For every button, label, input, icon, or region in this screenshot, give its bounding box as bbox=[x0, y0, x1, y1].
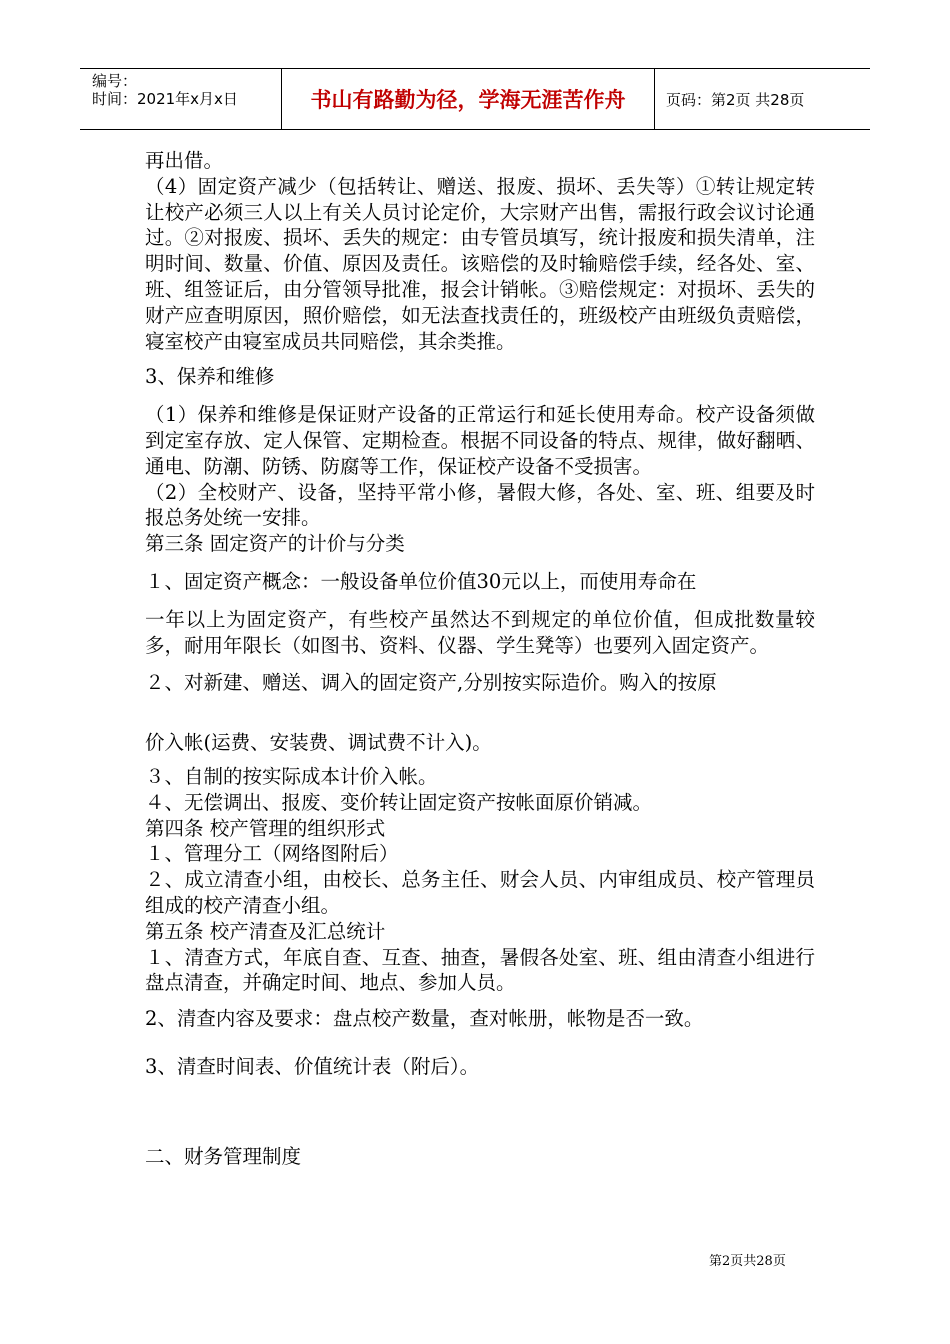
paragraph: （1）保养和维修是保证财产设备的正常运行和延长使用寿命。校产设备须做到定室存放、定人保管、定期检查。根据不同设备的特点、规律，做好翻晒、通电、防潮、防锈、防腐等工作，保证校产设备不受损害。 bbox=[145, 403, 815, 478]
paragraph: １、清查方式，年底自查、互查、抽查，暑假各处室、班、组由清查小组进行盘点清查，并确定时间、地点、参加人员。 bbox=[145, 945, 815, 995]
article-heading: 第五条 校产清查及汇总统计 bbox=[145, 919, 386, 943]
paragraph: 价入帐(运费、安装费、调试费不计入)。 bbox=[145, 731, 492, 755]
section-heading: 二、财务管理制度 bbox=[145, 1144, 302, 1168]
paragraph: （4）固定资产减少（包括转让、赠送、报废、损坏、丢失等）①转让规定转让校产必须三人以上有关人员讨论定价，大宗财产出售，需报行政会议讨论通过。②对报废、损坏、丢失的规定：由专管员填写，统计报废和损失清单，注明时间、数量、价值、原因及责任。该赔偿的及时输赔偿手续，经各处、室、班、组签证后，由分管领导批准，报会计销帐。③赔偿规定：对损坏、丢失的财产应查明原因，照价赔偿，如无法查找责任的，班级校产由班级负责赔偿，寝室校产由寝室成员共同赔偿，其余类推。 bbox=[145, 174, 815, 353]
paragraph: 3、清查时间表、价值统计表（附后）。 bbox=[145, 1054, 480, 1078]
paragraph: ２、成立清查小组，由校长、总务主任、财会人员、内审组成员、校产管理员组成的校产清查小组。 bbox=[145, 868, 815, 917]
article-heading: 第三条 固定资产的计价与分类 bbox=[145, 532, 405, 556]
document-number-label: 编号： bbox=[92, 72, 138, 90]
header-bottom-rule bbox=[80, 129, 870, 130]
paragraph: １、管理分工（网络图附后） bbox=[145, 842, 399, 866]
paragraph: ２、对新建、赠送、调入的固定资产,分别按实际造价。购入的按原 bbox=[145, 671, 717, 695]
header-top-rule bbox=[80, 68, 870, 69]
paragraph: ３、自制的按实际成本计价入帐。 bbox=[145, 764, 438, 788]
paragraph: １、固定资产概念：一般设备单位价值30元以上，而使用寿命在 bbox=[145, 569, 697, 593]
paragraph: （2）全校财产、设备，坚持平常小修，暑假大修，各处、室、班、组要及时报总务处统一安排。 bbox=[145, 480, 815, 530]
header-page-label: 页码：第2页 共28页 bbox=[666, 91, 805, 109]
paragraph: 一年以上为固定资产，有些校产虽然达不到规定的单位价值，但成批数量较多，耐用年限长（如图书、资料、仪器、学生凳等）也要列入固定资产。 bbox=[145, 607, 815, 657]
document-body bbox=[145, 148, 815, 1170]
section-heading: 3、保养和维修 bbox=[145, 365, 275, 389]
paragraph: ４、无偿调出、报废、变价转让固定资产按帐面原价销减。 bbox=[145, 790, 653, 814]
paragraph: 2、清查内容及要求：盘点校产数量，查对帐册，帐物是否一致。 bbox=[145, 1007, 704, 1031]
header-motto: 书山有路勤为径，学海无涯苦作舟 bbox=[310, 88, 626, 112]
paragraph: 再出借。 bbox=[145, 149, 224, 172]
header-divider-right bbox=[654, 68, 655, 130]
document-time-label: 时间：2021年x月x日 bbox=[92, 90, 238, 108]
article-heading: 第四条 校产管理的组织形式 bbox=[145, 816, 386, 840]
footer-page-number: 第2页共28页 bbox=[709, 1254, 786, 1269]
